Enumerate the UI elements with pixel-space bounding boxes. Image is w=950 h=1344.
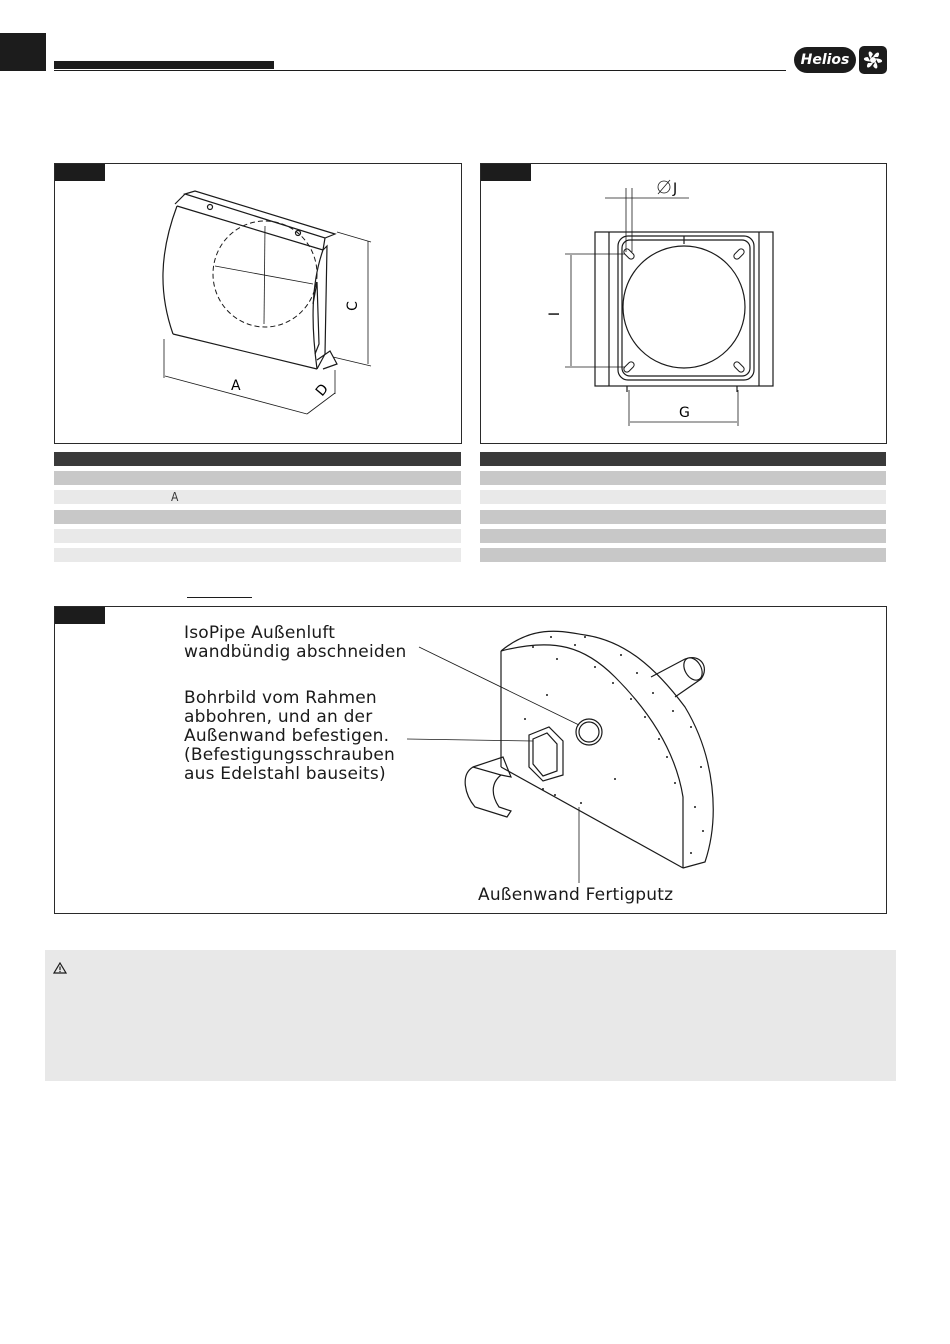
warning-box xyxy=(45,950,896,1081)
table-row xyxy=(54,510,461,524)
page-tab-marker xyxy=(0,33,46,71)
fan-icon xyxy=(858,45,888,75)
dim-j-label: J xyxy=(673,181,678,197)
note-wall-plaster: Außenwand Fertigputz xyxy=(478,885,674,905)
section-underline xyxy=(187,597,252,598)
table-row xyxy=(480,490,886,504)
hood-front-drawing xyxy=(481,164,886,443)
brand-logo xyxy=(794,45,890,77)
plaster-texture xyxy=(524,636,704,854)
installation-drawing xyxy=(55,607,886,913)
table-row xyxy=(480,471,886,485)
table-row xyxy=(480,510,886,524)
hood-isometric-drawing xyxy=(55,164,461,443)
table-row xyxy=(54,529,461,543)
dim-c-label: C xyxy=(345,301,361,311)
note-drill-pattern: Bohrbild vom Rahmen abbohren, und an der Außenwand befestigen. (Befestigungsschrauben aus Edelstahl bauseits) xyxy=(184,688,396,784)
figure-hood-isometric xyxy=(54,163,462,444)
dim-d-label: D xyxy=(312,381,332,400)
warning-triangle-icon xyxy=(53,962,67,974)
dim-g-label: G xyxy=(679,405,690,421)
table-cell: A xyxy=(171,490,179,504)
dim-a-label: A xyxy=(231,378,241,394)
figure-installation xyxy=(54,606,887,914)
header-bar xyxy=(54,61,274,69)
table-row xyxy=(54,471,461,485)
figure-hood-front-view xyxy=(480,163,887,444)
table-row xyxy=(480,529,886,543)
table-row xyxy=(54,490,461,504)
brand-logo-text: Helios xyxy=(794,47,856,73)
table-row xyxy=(54,548,461,562)
dim-i-label: I xyxy=(547,311,563,317)
table-row xyxy=(480,548,886,562)
table-row xyxy=(480,452,886,466)
table-row xyxy=(54,452,461,466)
note-cut-pipe: IsoPipe Außenluft wandbündig abschneiden xyxy=(184,623,407,662)
header-rule xyxy=(54,70,786,71)
